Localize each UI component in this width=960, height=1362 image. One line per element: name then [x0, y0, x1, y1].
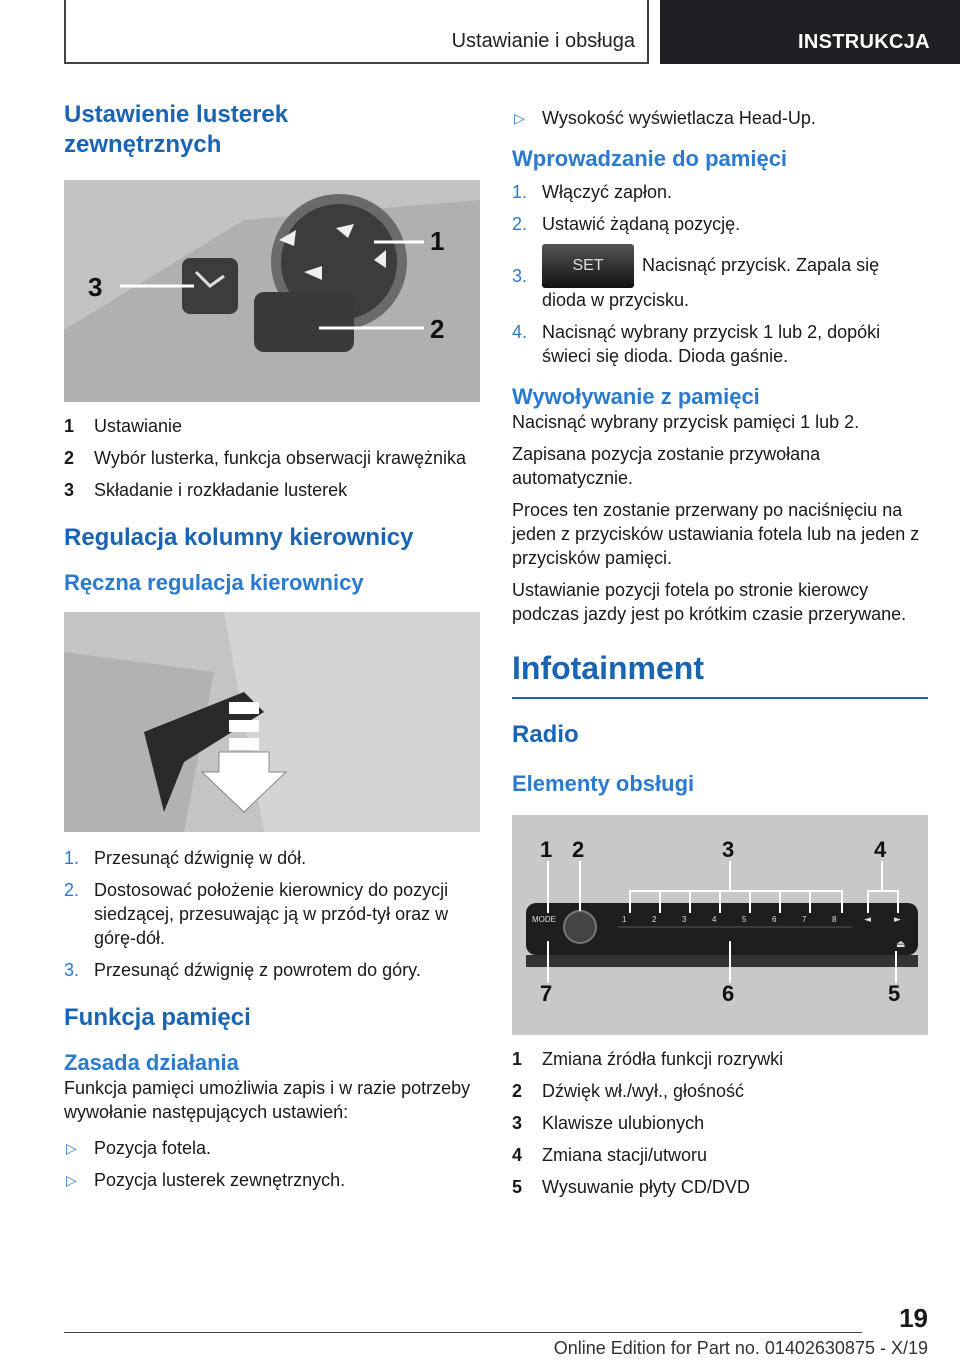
page-number: 19 [899, 1303, 928, 1333]
radio-callout-4: 4 [874, 837, 887, 862]
memory-store-title: Wprowadzanie do pamięci [512, 146, 788, 171]
step-text: Nacisnąć przycisk. Zapala się dioda w przycisku. [542, 254, 880, 310]
legend-item [512, 1047, 928, 1071]
memory-principle-text: Funkcja pamięci umożliwia zapis i w razie potrzeby wywołanie następujących ustawień: [64, 1078, 471, 1122]
preset-button-label: 6 [772, 915, 777, 924]
radio-panel-figure [512, 815, 928, 1035]
header-section-box [64, 0, 649, 64]
legend-text: Zmiana stacji/utworu [542, 1145, 708, 1165]
triangle-bullet-icon: ▷ [66, 1172, 77, 1188]
step-text: Ustawić żądaną pozycję. [542, 214, 741, 234]
legend-text: Wybór lusterka, funkcja obserwacji krawężnika [94, 448, 466, 468]
radio-callout-6: 6 [722, 981, 735, 1006]
legend-item [512, 1175, 928, 1199]
radio-callout-2: 2 [572, 837, 585, 862]
preset-button-label: 3 [682, 915, 687, 924]
legend-number: 2 [512, 1081, 523, 1101]
step-text: Włączyć zapłon. [542, 182, 673, 202]
infotainment-title: Infotainment [512, 650, 928, 699]
memory-principle-title: Zasada działania [64, 1050, 239, 1075]
legend-text: Ustawianie [94, 416, 183, 436]
radio-callout-5: 5 [888, 981, 901, 1006]
mirror-callout-2: 2 [430, 314, 445, 344]
mirrors-title: Ustawienie lusterek zewnętrznych [64, 101, 289, 158]
step-item [512, 212, 928, 236]
step-item [512, 180, 928, 204]
legend-number: 4 [512, 1145, 523, 1165]
mirror-control-illustration [64, 180, 480, 402]
step-item [64, 878, 480, 950]
memory-title: Funkcja pamięci [64, 1004, 251, 1031]
legend-item [64, 478, 480, 502]
radio-title: Radio [512, 721, 579, 748]
radio-panel-illustration [512, 815, 928, 1035]
recall-paragraph: Nacisnąć wybrany przycisk pamięci 1 lub 2. [512, 412, 860, 432]
triangle-bullet-icon: ▷ [514, 110, 525, 126]
memory-store-steps [512, 180, 928, 368]
mode-button-label: MODE [532, 915, 556, 924]
step-number: 1. [512, 182, 528, 202]
step-number: 2. [64, 880, 80, 900]
preset-button-label: 7 [802, 915, 807, 924]
bullet-text: Pozycja fotela. [94, 1138, 212, 1158]
legend-item [64, 414, 480, 438]
legend-text: Klawisze ulubionych [542, 1113, 705, 1133]
step-item [64, 846, 480, 870]
eject-icon: ⏏ [896, 939, 906, 950]
bullet-item [512, 106, 928, 130]
prev-arrow-icon: ◄ [864, 915, 871, 925]
recall-paragraph: Ustawianie pozycji fotela po stronie kierowcy podczas jazdy jest po krótkim czasie przerywane. [512, 580, 907, 624]
radio-callout-7: 7 [540, 981, 553, 1006]
legend-text: Wysuwanie płyty CD/DVD [542, 1177, 750, 1197]
legend-text: Dźwięk wł./wył., głośność [542, 1081, 745, 1101]
legend-text: Składanie i rozkładanie lusterek [94, 480, 348, 500]
step-text: Przesunąć dźwignię z powrotem do góry. [94, 960, 421, 980]
step-item [512, 244, 928, 312]
step-text: Przesunąć dźwignię w dół. [94, 848, 307, 868]
bullet-item [64, 1136, 480, 1160]
recall-paragraph: Zapisana pozycja zostanie przywołana automatycznie. [512, 444, 821, 488]
footer-edition: Online Edition for Part no. 01402630875 - X/19 [553, 1338, 928, 1358]
recall-paragraph: Proces ten zostanie przerwany po naciśnięciu na jeden z przycisków ustawiania fotela lub na jeden z przycisków pamięci. [512, 500, 920, 568]
next-arrow-icon: ► [894, 915, 901, 925]
preset-button-label: 1 [622, 915, 627, 924]
legend-number: 1 [512, 1049, 523, 1069]
step-number: 1. [64, 848, 80, 868]
set-button-image: SET [542, 244, 634, 288]
legend-item [64, 446, 480, 470]
legend-item [512, 1111, 928, 1135]
step-text: Dostosować położenie kierownicy do pozycji siedzącej, przesuwając ją w przód-tył oraz w górę-dół. [94, 880, 449, 948]
preset-button-label: 4 [712, 915, 717, 924]
radio-legend [512, 1047, 928, 1199]
step-number: 3. [512, 266, 528, 286]
memory-recall-title: Wywoływanie z pamięci [512, 384, 760, 409]
controls-title: Elementy obsługi [512, 771, 695, 796]
legend-number: 1 [64, 416, 75, 436]
steering-subtitle: Ręczna regulacja kierownicy [64, 570, 364, 595]
step-item [64, 958, 480, 982]
preset-button-label: 8 [832, 915, 837, 924]
left-column [64, 100, 480, 1200]
steering-title: Regulacja kolumny kierownicy [64, 524, 414, 551]
legend-number: 2 [64, 448, 75, 468]
step-item [512, 320, 928, 368]
bullet-item [64, 1168, 480, 1192]
header-section-title: Ustawianie i obsługa [451, 30, 635, 52]
legend-item [512, 1143, 928, 1167]
legend-number: 5 [512, 1177, 523, 1197]
steering-lever-illustration [64, 612, 480, 832]
right-column [512, 100, 928, 1207]
preset-button-label: 5 [742, 915, 747, 924]
mirror-control-figure [64, 180, 480, 402]
memory-bullets-continued [512, 106, 928, 130]
bullet-text: Wysokość wyświetlacza Head-Up. [542, 108, 816, 128]
mirror-callout-3: 3 [88, 272, 103, 302]
steering-lever-figure [64, 612, 480, 832]
bullet-text: Pozycja lusterek zewnętrznych. [94, 1170, 346, 1190]
preset-button-label: 2 [652, 915, 657, 924]
footer-divider [64, 1332, 862, 1333]
steering-steps [64, 846, 480, 982]
legend-text: Zmiana źródła funkcji rozrywki [542, 1049, 784, 1069]
legend-number: 3 [512, 1113, 523, 1133]
step-text: Nacisnąć wybrany przycisk 1 lub 2, dopóki świeci się dioda. Dioda gaśnie. [542, 322, 881, 366]
legend-number: 3 [64, 480, 75, 500]
mirror-callout-1: 1 [430, 226, 445, 256]
header-chapter-tab: INSTRUKCJA [660, 0, 960, 64]
radio-callout-3: 3 [722, 837, 735, 862]
step-number: 3. [64, 960, 80, 980]
mirrors-legend [64, 414, 480, 502]
step-number: 4. [512, 322, 528, 342]
memory-bullets [64, 1136, 480, 1192]
radio-callout-1: 1 [540, 837, 553, 862]
legend-item [512, 1079, 928, 1103]
triangle-bullet-icon: ▷ [66, 1140, 77, 1156]
step-number: 2. [512, 214, 528, 234]
